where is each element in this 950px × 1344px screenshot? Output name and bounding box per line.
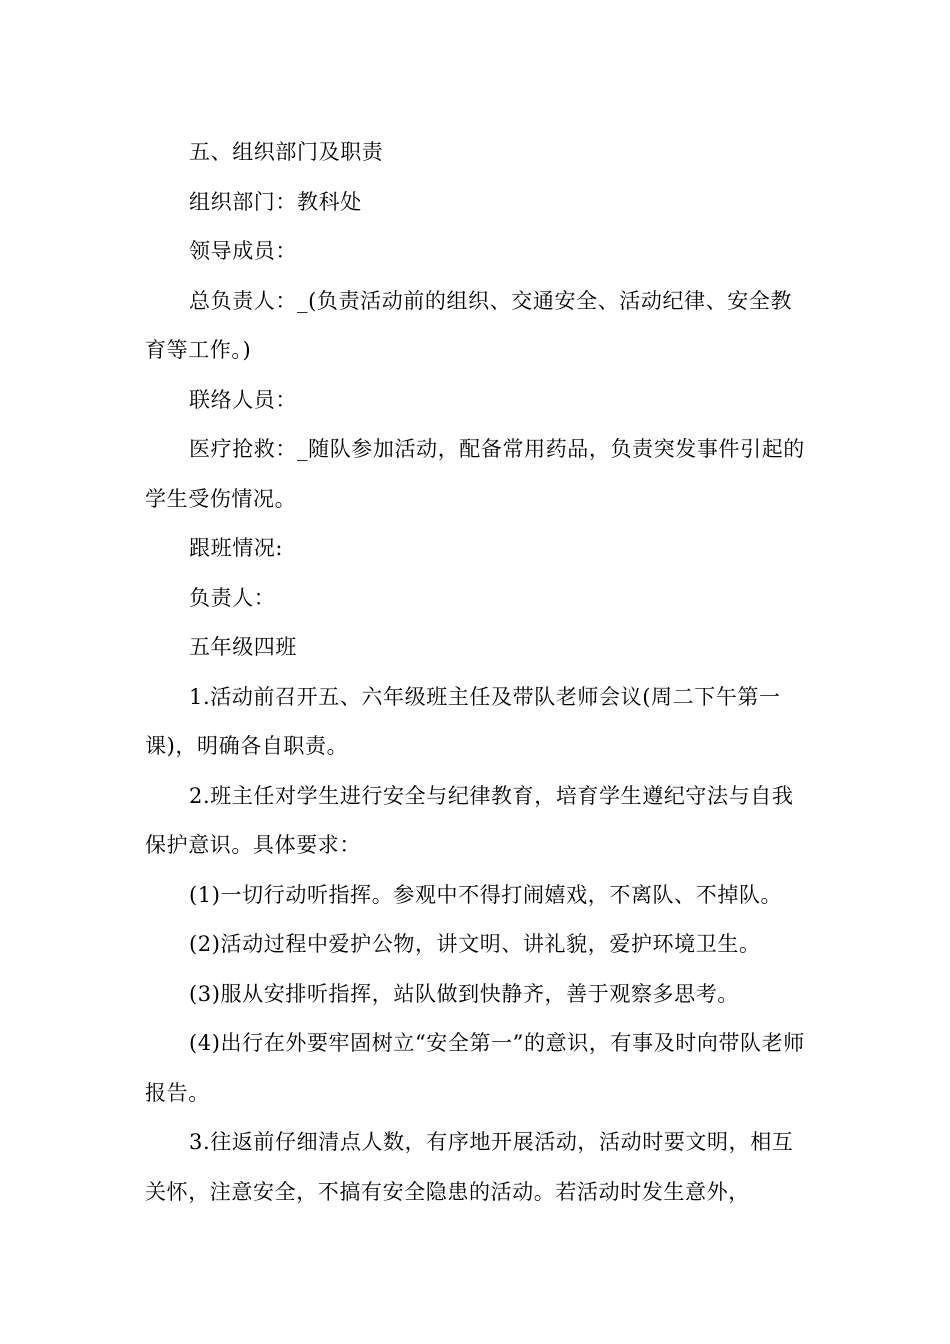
paragraph-class-follow: 跟班情况: — [189, 536, 284, 560]
paragraph-medical: 医疗抢救：_随队参加活动，配备常用药品，负责突发事件引起的学生受伤情况。 — [145, 437, 805, 511]
paragraph-subitem-1: (1)一切行动听指挥。参观中不得打闹嬉戏，不离队、不掉队。 — [189, 882, 783, 907]
paragraph-subitem-3: (3)服从安排听指挥，站队做到快静齐，善于观察多思考。 — [189, 981, 739, 1006]
paragraph-organizing-dept: 组织部门：教科处 — [189, 189, 362, 214]
paragraph-class-name: 五年级四班 — [189, 635, 297, 659]
paragraph-person-in-charge: 负责人： — [189, 585, 276, 610]
document-body — [145, 128, 807, 1217]
paragraph-item-2: 2.班主任对学生进行安全与纪律教育，培育学生遵纪守法与自我保护意识。具体要求： — [145, 783, 794, 857]
section-heading: 五、组织部门及职责 — [189, 140, 384, 164]
paragraph-liaison: 联络人员： — [189, 387, 297, 412]
paragraph-leaders: 领导成员： — [189, 239, 297, 263]
paragraph-item-3: 3.往返前仔细清点人数，有序地开展活动，活动时要文明，相互关怀，注意安全，不搞有安全隐患的活动。若活动时发生意外， — [145, 1130, 794, 1204]
paragraph-subitem-2: (2)活动过程中爱护公物，讲文明、讲礼貌，爱护环境卫生。 — [189, 932, 761, 956]
paragraph-subitem-4: (4)出行在外要牢固树立“安全第一”的意识，有事及时向带队老师报告。 — [145, 1031, 805, 1105]
paragraph-chief: 总负责人：_(负责活动前的组织、交通安全、活动纪律、安全教育等工作。) — [145, 288, 793, 362]
paragraph-item-1: 1.活动前召开五、六年级班主任及带队老师会议(周二下午第一课)，明确各自职责。 — [145, 684, 781, 758]
